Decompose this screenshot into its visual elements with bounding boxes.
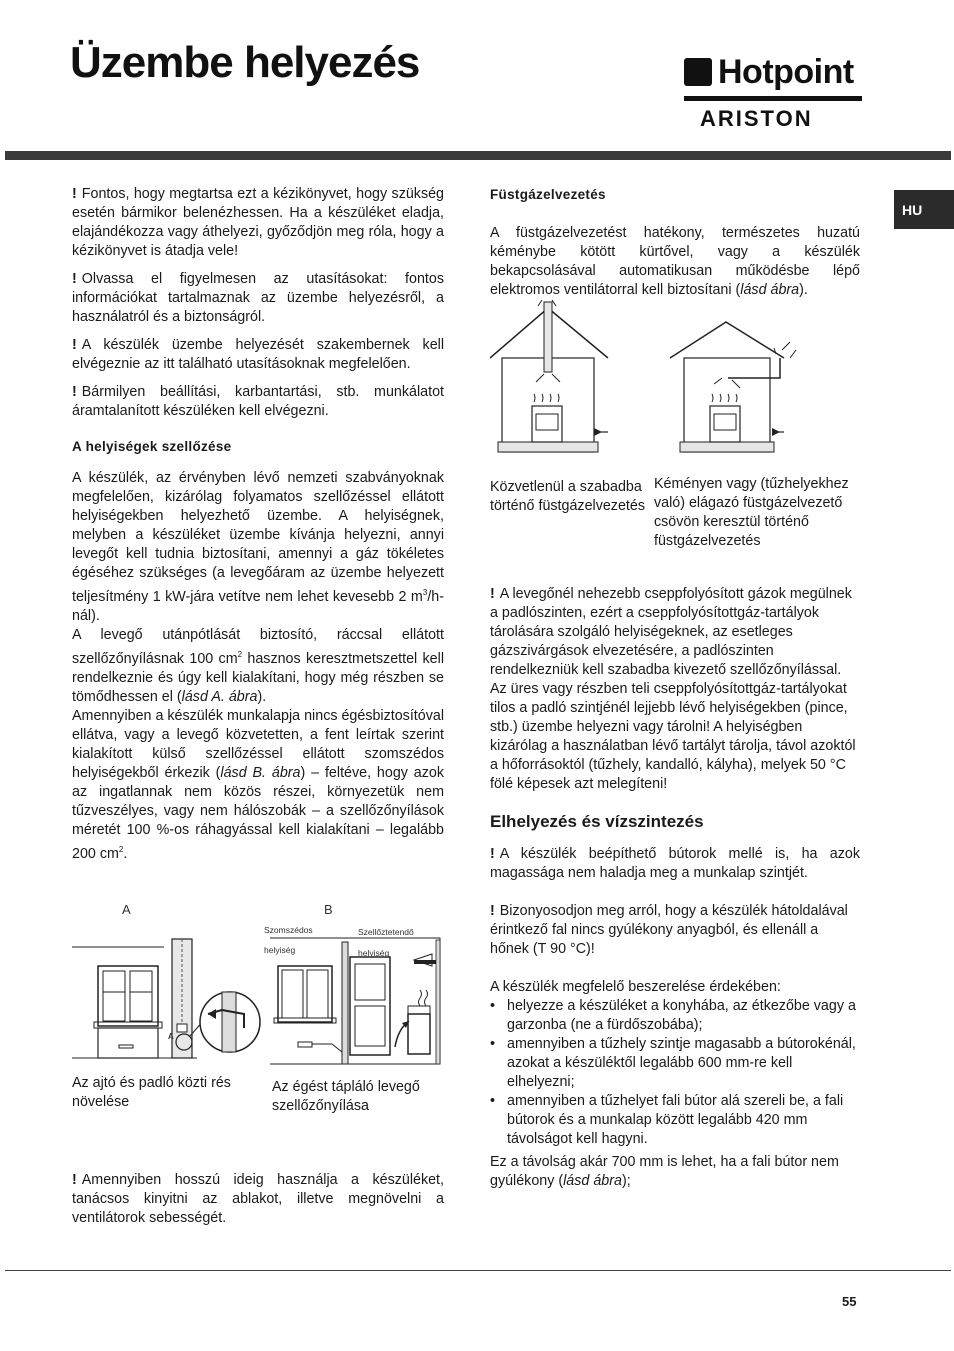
- figure-a-door-gap: [72, 902, 262, 1067]
- figure-b-air-vent: [262, 902, 442, 1067]
- page-title: Üzembe helyezés: [70, 38, 420, 87]
- warning-wall-material: ! Bizonyosodjon meg arról, hogy a készülék hátoldalával érintkező fal nincs gyúlékony anyagból, és ellenáll a hőnek (T 90 °C)!: [490, 903, 848, 957]
- warning-lpg: ! A levegőnél nehezebb cseppfolyósított gázok megülnek a padlószinten, ezért a cseppfolyósítottgáz-tartályok tárolására szolgáló helyiségeknek, az esetleges gázszivárgások elvezetésére, a padlószinten rendelkezniük kell szabadba kivezető szellőzőnyílással. Az üres vagy részben teli cseppfolyósítottgáz-tartályokat tilos a padló szintjénél lejjebb lévő helyiségekben (pince, stb.) üzembe helyezni vagy tárolni! A helyiségben kizárólag a használatban lévő tartályt tárolja, távol azoktól a hőforrásoktól (tűzhely, kandalló, kályha), melyek 50 °C fölé képesek azt melegíteni!: [490, 586, 856, 792]
- logo-brand: Hotpoint: [718, 53, 854, 91]
- warning-professional-install: ! A készülék üzembe helyezését szakembernek kell elvégeznie az itt található utasításoknak megfelelően.: [72, 337, 444, 372]
- right-column-lower: [490, 585, 860, 1200]
- hotpoint-ariston-logo: [680, 52, 864, 132]
- list-item: • amennyiben a tűzhely szintje magasabb a bútorokénál, azokat a készüléktől legalább 600 mm-re kell elhelyezni;: [490, 1035, 860, 1092]
- warning-read-instructions: ! Olvassa el figyelmesen az utasításokat: fontos információkat tartalmaznak az üzembe helyezésről, a használatról és a biztonságról.: [72, 271, 444, 325]
- figure-a-drawing: [72, 902, 262, 1067]
- figure-a-marker: A: [168, 1032, 174, 1041]
- logo-sub: ARISTON: [700, 106, 813, 131]
- figure-b-label: B: [324, 902, 333, 917]
- page-number: 55: [842, 1294, 857, 1309]
- logo-bar: [684, 96, 862, 101]
- header-divider: [5, 151, 951, 160]
- install-list: [490, 997, 860, 1149]
- warning-furniture-height: ! A készülék beépíthető bútorok mellé is, ha azok magassága nem haladja meg a munkalap szintjét.: [490, 846, 860, 881]
- warning-long-use: ! Amennyiben hosszú ideig használja a készüléket, tanácsos kinyitni az ablakot, illetve megnövelni a ventilátorok sebességét.: [72, 1172, 444, 1226]
- figure-b-vented-room: Szellőztetendő helyiség: [358, 927, 414, 958]
- ventilation-text: A készülék, az érvényben lévő nemzeti szabványoknak megfelelően, kizárólag folyamatos szellőzéssel ellátott helyiségekben helyezhető üzembe. A helyiségnek, melyben a készüléket üzembe kívánja helyezni, annyi levegőt kell tudnia biztosítani, amennyi a gáz tökéletes égéséhez szükséges (a levegőáram az üzembe helyezett teljesítmény 1 kW-jára vetítve nem lehet kevesebb 2 $m^3/h-nál$). A levegő utánpótlását biztosító, ráccsal ellátott szellőzőnyílásnak 100 $cm^2$ hasznos keresztmetszettel kell rendelkeznie és úgy kell kialakítani, hogy még részben se tömődhessen el (lásd A. ábra). Amennyiben a készülék munkalapja nincs égésbiztosítóval ellátva, vagy a levegő közvetetten, a fent leírtak szerint kialakított külső szellőzéssel ellátott szomszédos helyiségekből érkezik (lásd B. ábra) – feltéve, hogy azok az ingatlannak nem közös részei, környezetük nem tűzveszélyes, vagy nem hálószobák – a szellőzőnyílások méretét 100 %-os ráhagyással kell kialakítani – legalább 200 $cm^2$.: [72, 470, 444, 862]
- caption-figure-b: Az égést tápláló levegő szellőzőnyílása: [272, 1079, 420, 1114]
- heading-ventilation: A helyiségek szellőzése: [72, 439, 232, 454]
- list-item: • amennyiben a tűzhelyet fali bútor alá szereli be, a fali bútorok és a munkalap között legalább 420 mm távolságot kell hagyni.: [490, 1092, 860, 1149]
- install-distance-note: Ez a távolság akár 700 mm is lehet, ha a fali bútor nem gyúlékony (lásd ábra);: [490, 1154, 839, 1189]
- logo-square-icon: [684, 58, 712, 86]
- heading-placement: Elhelyezés és vízszintezés: [490, 812, 704, 831]
- warning-keep-manual: ! Fontos, hogy megtartsa ezt a kézikönyvet, hogy szükség esetén bármikor belenézhessen. Ha a készüléket eladja, elajándékozza vagy áthelyezi, győződjön meg róla, hogy a kézikönyvet is átadja vele!: [72, 186, 444, 259]
- left-column-bottom: [72, 1171, 444, 1237]
- language-tab: HU: [894, 190, 954, 229]
- list-item: • helyezze a készüléket a konyhába, az étkezőbe vagy a garzonba (ne a fürdőszobába);: [490, 997, 860, 1035]
- figure-flue-houses: [490, 298, 830, 463]
- figure-a-label: A: [122, 902, 131, 917]
- warning-disconnect-power: ! Bármilyen beállítási, karbantartási, stb. munkálatot áramtalanított készüléken kell elvégezni.: [72, 384, 444, 419]
- figure-flue-drawing: [490, 298, 830, 463]
- install-intro: A készülék megfelelő beszerelése érdekében:: [490, 979, 781, 995]
- caption-figure-a: Az ajtó és padló közti rés növelése: [72, 1075, 231, 1110]
- caption-direct-flue: Közvetlenül a szabadba történő füstgázelvezetés: [490, 479, 645, 514]
- left-column: [72, 185, 444, 863]
- figure-b-neighbour-room: Szomszédos helyiség: [264, 925, 313, 955]
- heading-flue: Füstgázelvezetés: [490, 187, 606, 202]
- right-column: [490, 185, 860, 309]
- caption-chimney-flue: Kéményen vagy (tűzhelyekhez való) elágazó füstgázelvezető csövön keresztül történő füstgázelvezetés: [654, 476, 849, 549]
- flue-text: A füstgázelvezetést hatékony, természetes huzatú kéménybe kötött kürtővel, vagy a készülék bekapcsolásával automatikusan működésbe lépő elektromos ventilátorral kell biztosítani (lásd ábra).: [490, 225, 860, 298]
- footer-divider: [5, 1270, 951, 1271]
